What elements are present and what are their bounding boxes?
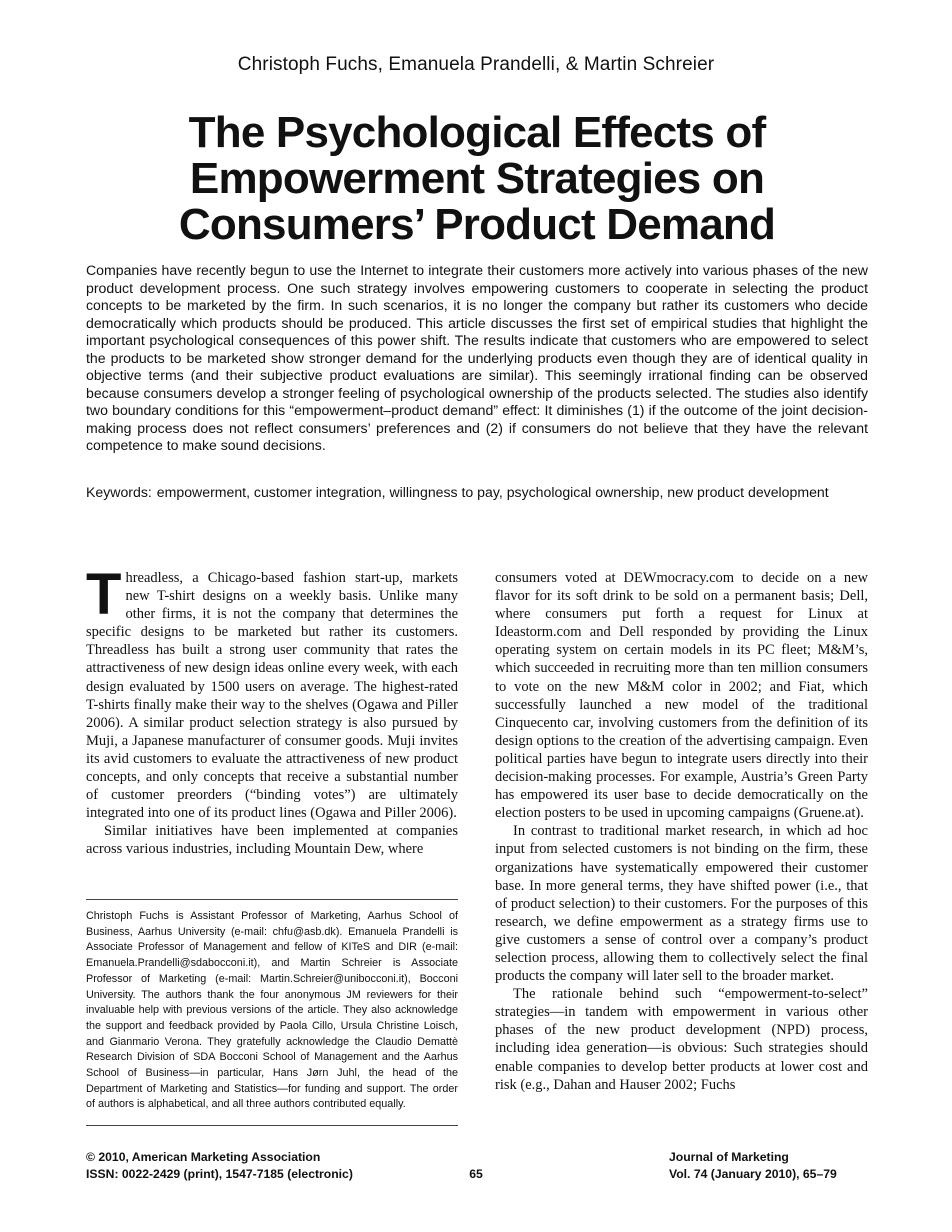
keywords-text: empowerment, customer integration, willingness to pay, psychological ownership, new product development — [156, 484, 829, 500]
body-paragraph — [86, 562, 458, 822]
footnote-bottom-divider — [86, 1125, 458, 1126]
issn: ISSN: 0022-2429 (print), 1547-7185 (electronic) — [86, 1167, 353, 1181]
article-title: The Psychological Effects of Empowerment Strategies on Consumers’ Product Demand — [178, 108, 776, 249]
volume-info: Vol. 74 (January 2010), 65–79 — [669, 1167, 837, 1181]
abstract: Companies have recently begun to use the Internet to integrate their customers more actively into various phases of the new product development process. One such strategy involves empowering customers to cooperate in selecting the product concepts to be marketed by the firm. In such scenarios, it is no longer the company but rather its customers who decide democratically which products should be produced. This article discusses the first set of empirical studies that highlight the important psychological consequences of this power shift. The results indicate that customers who are empowered to select the products to be marketed show stronger demand for the underlying products even though they are of identical quality in objective terms (and their subjective product evaluations are similar). This seemingly irrational finding can be observed because consumers develop a stronger feeling of psychological ownership of the products selected. The studies also identify two boundary conditions for this “empowerment–product demand” effect: It diminishes (1) if the outcome of the joint decision-making process does not reflect consumers’ preferences and (2) if consumers do not believe that they have the relevant competence to make sound decisions. — [86, 262, 868, 453]
body-paragraph: The rationale behind such “empowerment-to-select” strategies—in tandem with empowerment in various other phases of the new product development (NPD) process, including idea generation—is obvious: Such strategies should enable companies to develop better products at lower cost and risk (e.g., Dahan and Hauser 2002; Fuchs — [495, 986, 868, 1093]
footnote-divider — [86, 899, 458, 900]
keywords — [86, 484, 868, 502]
journal-name: Journal of Marketing — [669, 1150, 789, 1164]
body-paragraph: consumers voted at DEWmocracy.com to decide on a new flavor for its soft drink to be sold on a permanent basis; Dell, where consumers put forth a request for Linux at Ideastorm.com and Dell responded by providing the Linux operating system on certain models in its PC fleet; M&M’s, which succeeded in recruiting more than ten million consumers to vote on the new M&M color in 2002; and Fiat, which successfully launched a new model of the traditional Cinquecento car, involving customers from the definition of its design options to the creation of the advertising campaign. Even political parties have begun to integrate users directly into their decision-making processes. For example, Austria’s Green Party has empowered its user base to decide democratically on the election posters to be used in upcoming campaigns (Gruene.at). — [495, 570, 868, 822]
author-list: Christoph Fuchs, Emanuela Prandelli, & Martin Schreier — [237, 54, 715, 75]
copyright-notice: © 2010, American Marketing Association — [86, 1150, 321, 1164]
drop-cap: T — [86, 562, 122, 627]
page-number: 65 — [469, 1167, 483, 1181]
body-column-right — [495, 569, 868, 1094]
keywords-label: Keywords: — [86, 484, 152, 500]
paragraph-text: hreadless, a Chicago-based fashion start-up, markets new T-shirt designs on a weekly basis. Unlike many other firms, it is not the company that determines the specific designs to be marketed but rather its customers. Threadless has built a strong user community that rates the attractiveness of new design ideas online every week, with each design evaluated by 1500 users on average. The highest-rated T-shirts finally make their way to the shelves (Ogawa and Piller 2006). A similar product selection strategy is also pursued by Muji, a Japanese manufacturer of consumer goods. Muji invites its avid customers to evaluate the attractiveness of new product concepts, and only concepts that receive a substantial number of customer preorders (“binding votes”) are ultimately integrated into one of its product lines (Ogawa and Piller 2006). — [86, 570, 458, 822]
body-column-left — [86, 562, 458, 859]
body-paragraph: In contrast to traditional market research, in which ad hoc input from selected customers is not binding on the firm, these organizations have systematically empowered their customer base. In more general terms, they have shifted power (i.e., that of product selection) to their customers. For the purposes of this research, we define empowerment as a strategy firms use to give customers a sense of control over a company’s product selection process, allowing them to collectively select the final products the company will later sell to the broader market. — [495, 823, 868, 985]
body-paragraph: Similar initiatives have been implemented at companies across various industries, including Mountain Dew, where — [86, 823, 458, 858]
author-footnote: Christoph Fuchs is Assistant Professor of Marketing, Aarhus School of Business, Aarhus University (e-mail: chfu@asb.dk). Emanuela Prandelli is Associate Professor of Management and fellow of KITeS and DIR (e-mail: Emanuela.Prandelli@sdabocconi.it), and Martin Schreier is Associate Professor of Marketing (e-mail: Martin.Schreier@unibocconi.it), Bocconi University. The authors thank the four anonymous JM reviewers for their invaluable help with previous versions of the article. They also acknowledge the support and feedback provided by Paola Cillo, Ursula Christine Loisch, and Gianmario Verona. They gratefully acknowledge the Claudio Demattè Research Division of SDA Bocconi School of Management and the Aarhus School of Business—in particular, Hans Jørn Juhl, the head of the Department of Marketing and Statistics—for funding and support. The order of authors is alphabetical, and all three authors contributed equally. — [86, 910, 458, 1111]
footer-right — [669, 1149, 837, 1183]
